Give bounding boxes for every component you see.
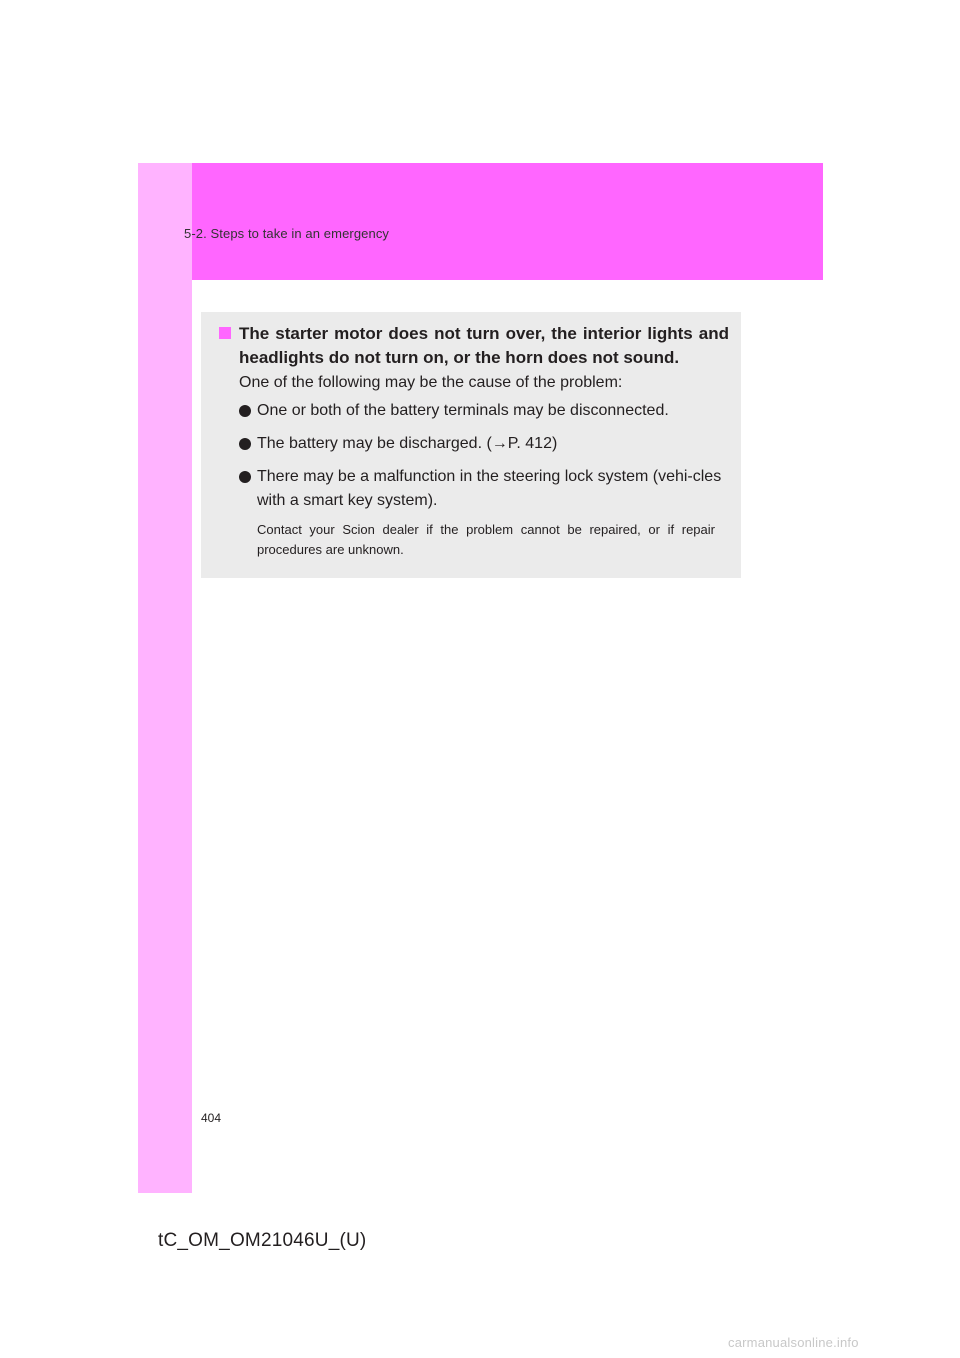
bullet-dot-icon	[239, 405, 251, 417]
section-title: 5-2. Steps to take in an emergency	[184, 226, 390, 241]
list-item-text: There may be a malfunction in the steering lock system (vehi-cles with a smart key system).	[257, 468, 722, 509]
chapter-sidebar	[138, 163, 192, 1193]
header-band	[138, 163, 823, 280]
footer-code: tC_OM_OM21046U_(U)	[158, 1230, 367, 1251]
list-item-text: The battery may be discharged. (→P. 412)	[257, 435, 558, 452]
box-intro: One of the following may be the cause of the problem:	[239, 374, 623, 391]
page-number: 404	[201, 1111, 222, 1125]
bullet-dot-icon	[239, 438, 251, 450]
bullet-dot-icon	[239, 471, 251, 483]
box-note: Contact your Scion dealer if the problem cannot be repaired, or if repair procedures are unknown.	[257, 522, 715, 557]
list-item-text: One or both of the battery terminals may be disconnected.	[257, 402, 669, 419]
list-item	[239, 432, 724, 456]
square-bullet-icon	[219, 327, 231, 339]
list-item	[239, 399, 724, 423]
list-item	[239, 465, 724, 513]
box-heading	[219, 322, 729, 370]
box-heading-text: The starter motor does not turn over, the interior lights and headlights do not turn on, or the horn does not sound.	[239, 324, 729, 367]
watermark: carmanualsonline.info	[728, 1335, 859, 1350]
